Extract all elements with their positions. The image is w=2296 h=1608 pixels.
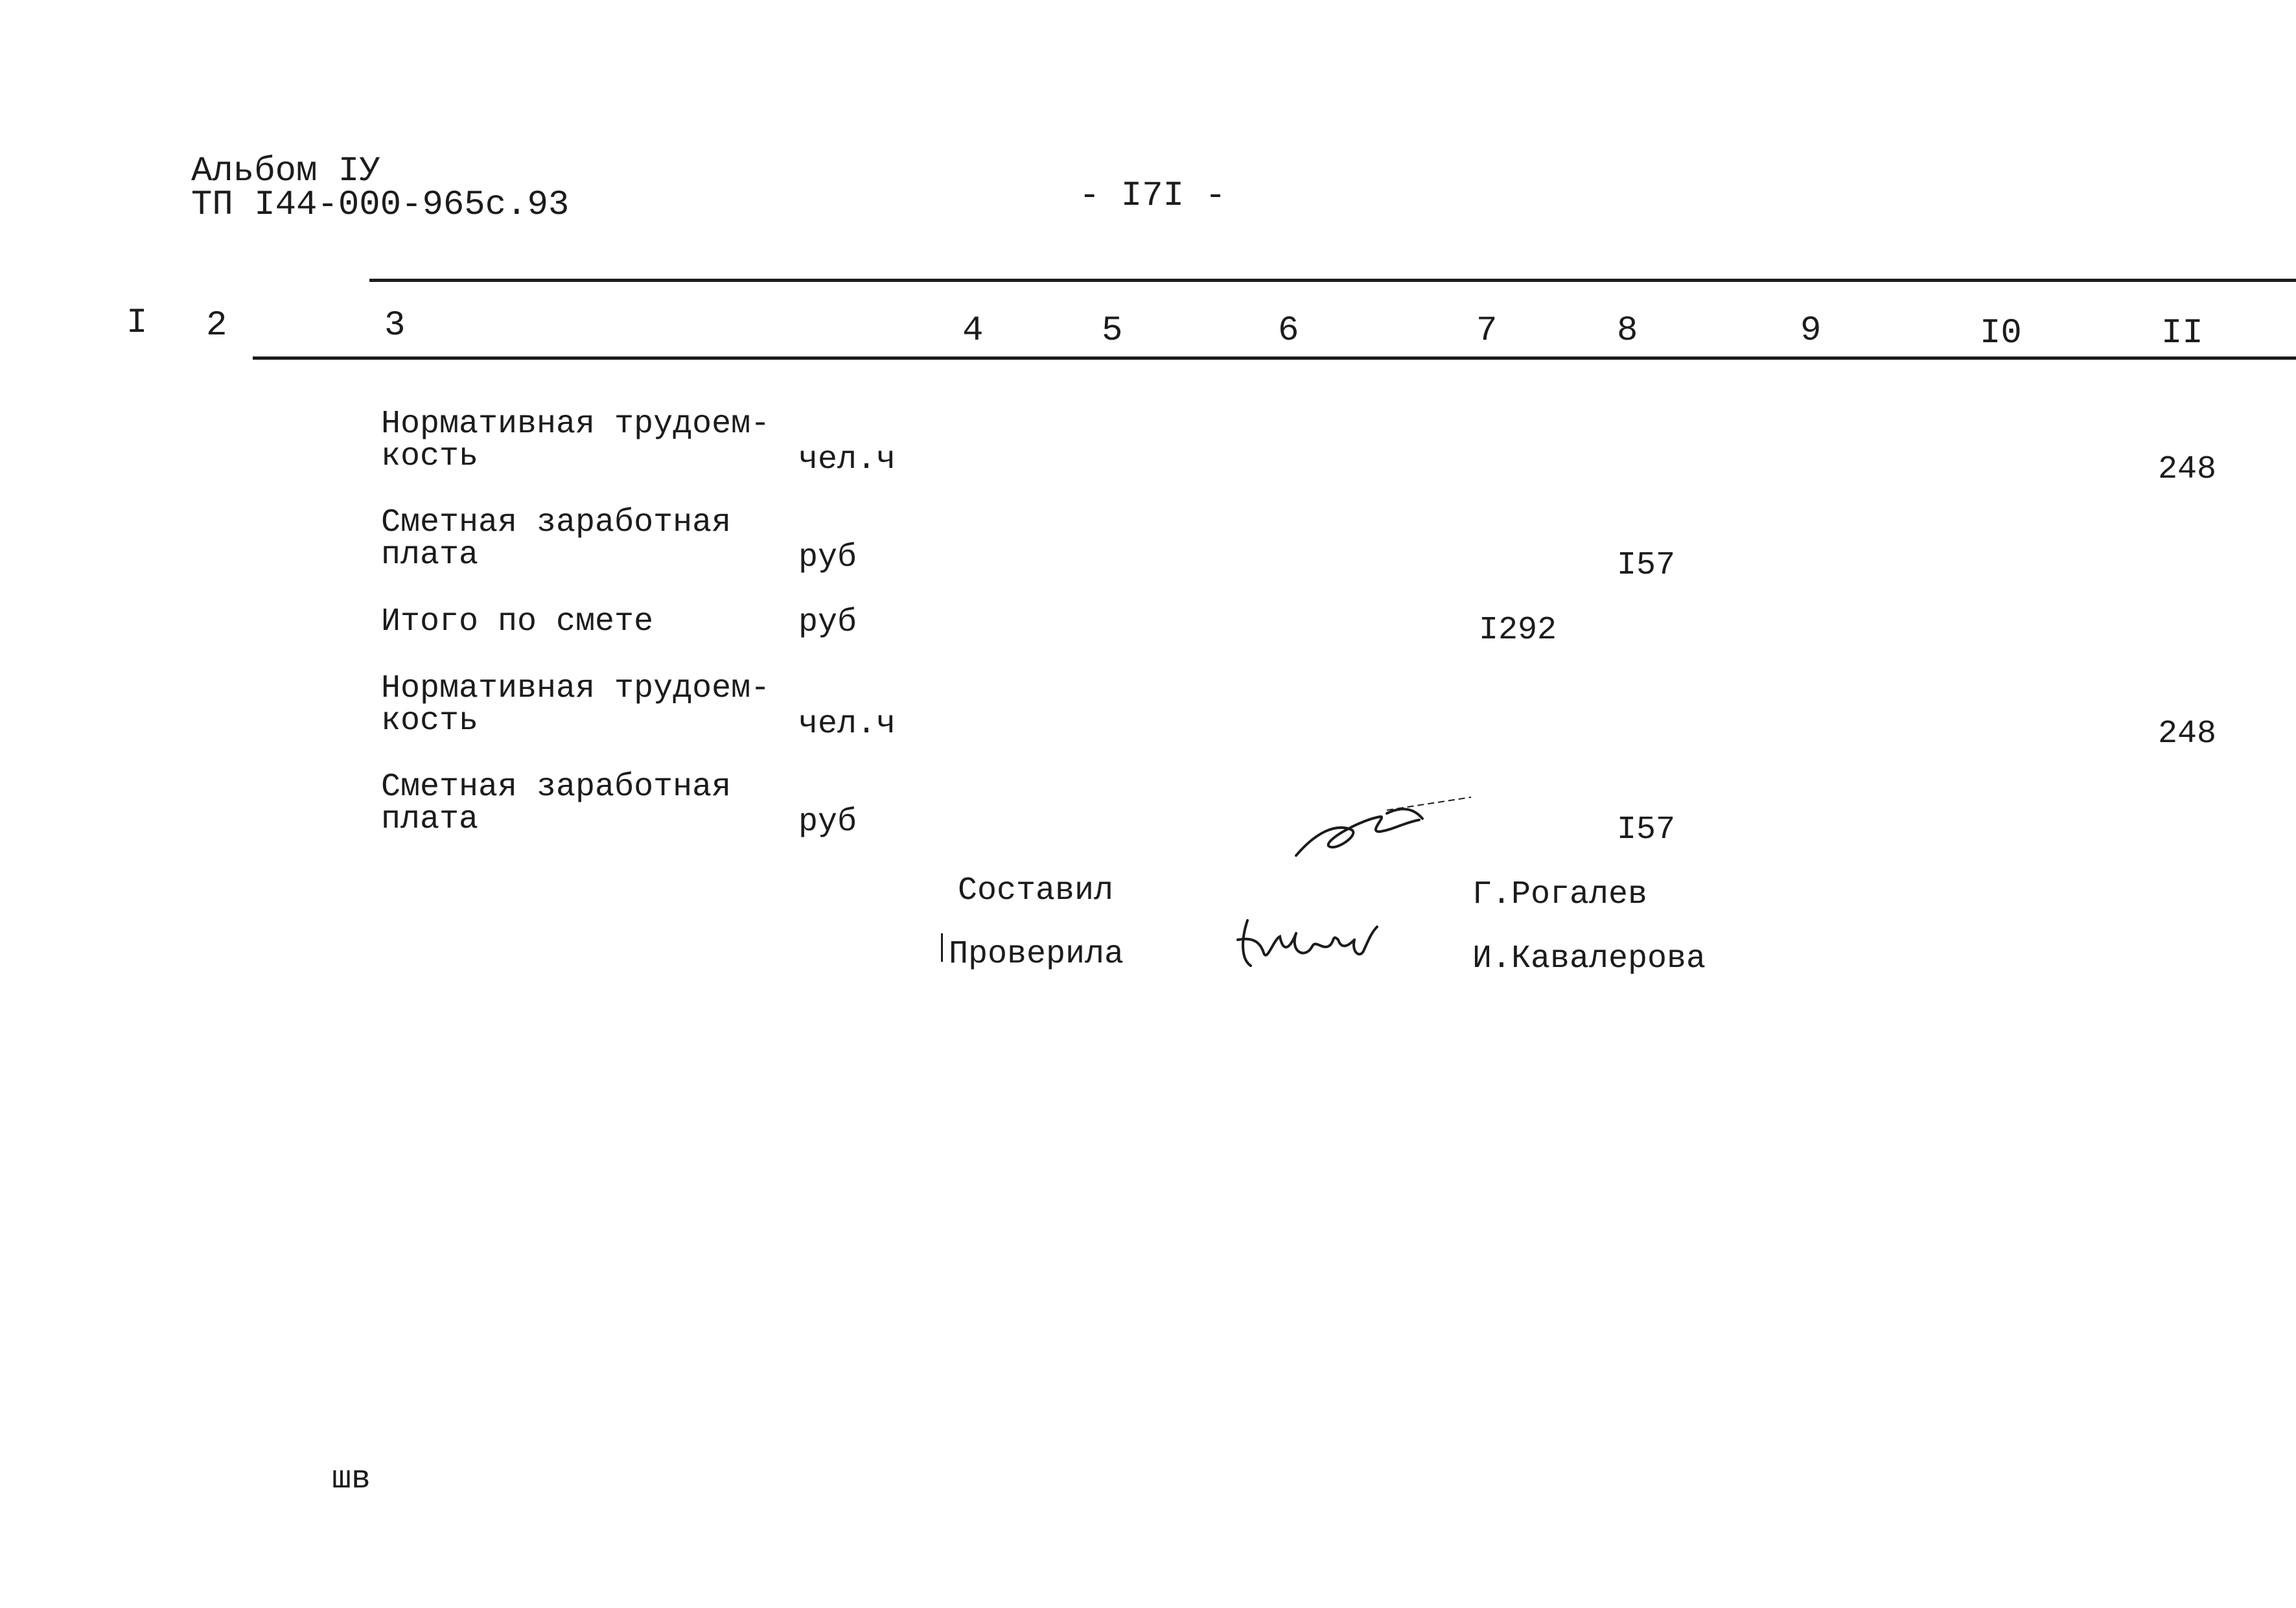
row-unit: чел.ч [798, 706, 896, 743]
column-header: 3 [384, 306, 406, 345]
checked-name: И.Кавалерова [1472, 940, 1706, 977]
checker-signature [1235, 914, 1397, 972]
row-name: Нормативная трудоем- кость [381, 406, 771, 475]
row-value-col8: I57 [1617, 547, 1676, 584]
row-unit: руб [798, 804, 857, 841]
row-name: Сметная заработная плата [381, 769, 732, 838]
column-header: I0 [1980, 314, 2022, 353]
row-name: Итого по смете [381, 603, 654, 640]
tick-mark [941, 933, 943, 962]
column-header: II [2161, 314, 2203, 353]
column-header: 4 [962, 311, 984, 351]
table-top-rule [369, 279, 2296, 282]
column-header: I [126, 303, 148, 343]
composed-name: Г.Рогалев [1472, 876, 1648, 913]
column-header: 2 [206, 306, 227, 345]
column-header: 5 [1102, 311, 1123, 351]
album-label: Альбом IУ [191, 152, 380, 191]
row-value-col11: 248 [2158, 716, 2217, 752]
row-name: Нормативная трудоем- кость [381, 670, 771, 740]
footer-mark: шв [332, 1461, 371, 1498]
row-unit: руб [798, 604, 857, 641]
row-value-col7: I292 [1479, 612, 1557, 649]
page-number: - I7I - [1079, 176, 1226, 216]
column-header: 6 [1278, 311, 1299, 351]
column-header: 8 [1617, 311, 1638, 351]
column-header: 9 [1800, 311, 1822, 351]
checked-label: Проверила [949, 936, 1124, 973]
row-value-col11: 248 [2158, 451, 2217, 488]
row-name: Сметная заработная плата [381, 504, 732, 574]
row-unit: чел.ч [798, 441, 896, 478]
project-code: ТП I44-000-965с.93 [191, 185, 570, 225]
row-value-col8: I57 [1617, 811, 1676, 848]
row-unit: руб [798, 539, 857, 576]
column-header: 7 [1476, 311, 1498, 351]
composed-label: Составил [958, 872, 1114, 909]
composer-signature [1290, 794, 1484, 865]
table-header-rule [253, 356, 2296, 360]
